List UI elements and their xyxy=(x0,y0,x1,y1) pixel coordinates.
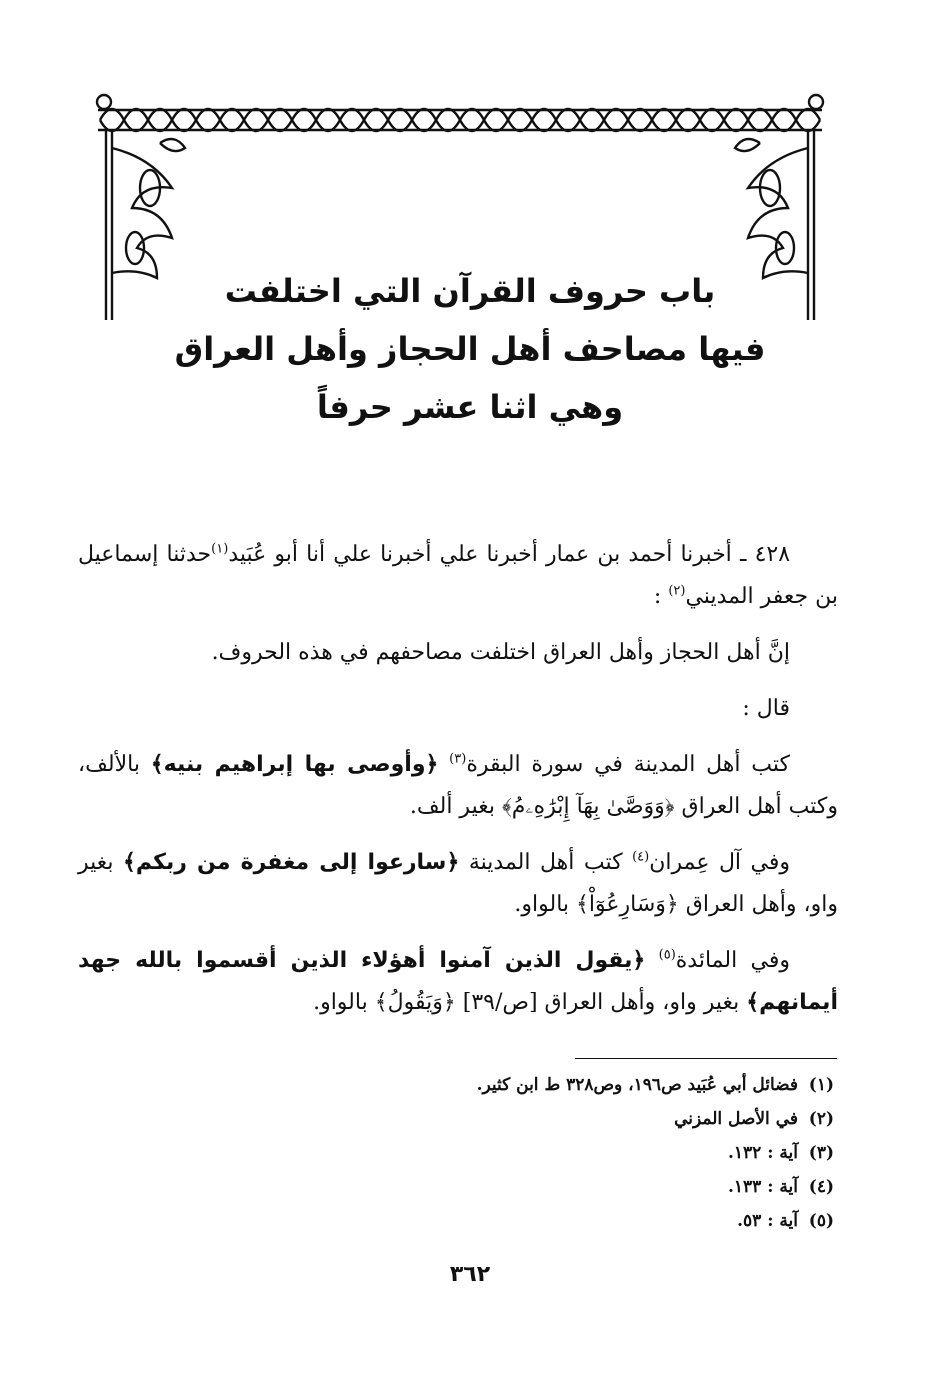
footnote-number: (٤) xyxy=(808,1177,834,1197)
imran-text-b: كتب أهل المدينة xyxy=(468,850,623,875)
footnote-number: (٢) xyxy=(808,1109,834,1129)
baqara-text-c: بغير ألف. xyxy=(409,794,495,819)
quran-quote: ﴿يقول الذين آمنوا أهؤلاء الذين أقسموا بالله جهد أيمانهم﴾ xyxy=(78,948,838,1015)
footnote-number: (٣) xyxy=(808,1143,834,1163)
footnote-text: آية : ١٣٣. xyxy=(727,1177,798,1197)
quran-quote: ﴿وأوصى بها إبراهيم بنيه﴾ xyxy=(150,752,439,777)
chapter-title xyxy=(160,262,780,436)
imran-text-a: وفي آل عِمران xyxy=(649,850,791,875)
page-number: ٣٦٢ xyxy=(449,1262,491,1287)
footnote-number: (٥) xyxy=(808,1211,834,1231)
maida-text-c: بالواو. xyxy=(313,990,368,1015)
footnote-text: آية : ٥٣. xyxy=(737,1211,798,1231)
footnote-ref-4: (٤) xyxy=(632,849,650,865)
footnotes xyxy=(300,1068,834,1238)
quran-quote: ﴿وَوَصَّىٰ بِهَآ إِبْرَٰهِۦمُ﴾ xyxy=(501,794,675,819)
footnote-1 xyxy=(300,1068,834,1102)
baqara-text-b: بالألف، وكتب أهل العراق xyxy=(78,752,838,819)
imran-text-c: بغير واو، وأهل العراق xyxy=(78,850,838,917)
maida-text-a: وفي المائدة xyxy=(675,948,791,973)
footnote-text: آية : ١٣٢. xyxy=(727,1143,798,1163)
imran-text-d: بالواو. xyxy=(514,892,570,917)
isnad-text-b: حدثنا إسماعيل بن جعفر المديني xyxy=(78,542,838,609)
footnote-4 xyxy=(300,1170,834,1204)
baqara-text-a: كتب أهل المدينة في سورة البقرة xyxy=(466,752,790,777)
paragraph-maida xyxy=(78,940,838,1024)
footnote-text: في الأصل المزني xyxy=(674,1109,798,1129)
chapter-title-line-1: باب حروف القرآن التي اختلفت xyxy=(224,272,716,310)
footnote-text: فضائل أبي عُبَيد ص١٩٦، وص٣٢٨ ط ابن كثير. xyxy=(476,1075,798,1095)
footnote-number: (١) xyxy=(808,1075,834,1095)
paragraph-baqara xyxy=(78,744,838,828)
footnote-3 xyxy=(300,1136,834,1170)
isnad-text-a: ٤٢٨ ـ أخبرنا أحمد بن عمار أخبرنا علي أخبرنا علي أنا أبو عُبَيد xyxy=(228,542,791,567)
chapter-title-line-3: وهي اثنا عشر حرفاً xyxy=(316,388,624,426)
paragraph-qala: قال : xyxy=(742,696,790,721)
footnote-ref-3: (٣) xyxy=(449,751,467,767)
footnote-divider xyxy=(575,1058,837,1059)
footnote-ref-1: (١) xyxy=(211,541,229,557)
main-text xyxy=(78,534,838,1038)
paragraph-imran xyxy=(78,842,838,926)
chapter-title-line-2: فيها مصاحف أهل الحجاز وأهل العراق xyxy=(174,330,766,368)
footnote-2 xyxy=(300,1102,834,1136)
paragraph-statement: إنَّ أهل الحجاز وأهل العراق اختلفت مصاحفهم في هذه الحروف. xyxy=(211,640,790,665)
footnote-ref-2: (٢) xyxy=(668,583,686,599)
quran-quote: ﴿وَيَقُولُ﴾ xyxy=(374,990,456,1015)
quran-quote: ﴿وَسَارِعُوٓاْ﴾ xyxy=(576,892,679,917)
footnote-ref-5: (٥) xyxy=(658,947,676,963)
maida-text-b: بغير واو، وأهل العراق [ص/٣٩] xyxy=(462,990,740,1015)
footnote-5 xyxy=(300,1204,834,1238)
quran-quote: ﴿سارعوا إلى مغفرة من ربكم﴾ xyxy=(123,850,460,875)
paragraph-isnad xyxy=(78,534,838,618)
isnad-text-c: : xyxy=(653,584,662,609)
